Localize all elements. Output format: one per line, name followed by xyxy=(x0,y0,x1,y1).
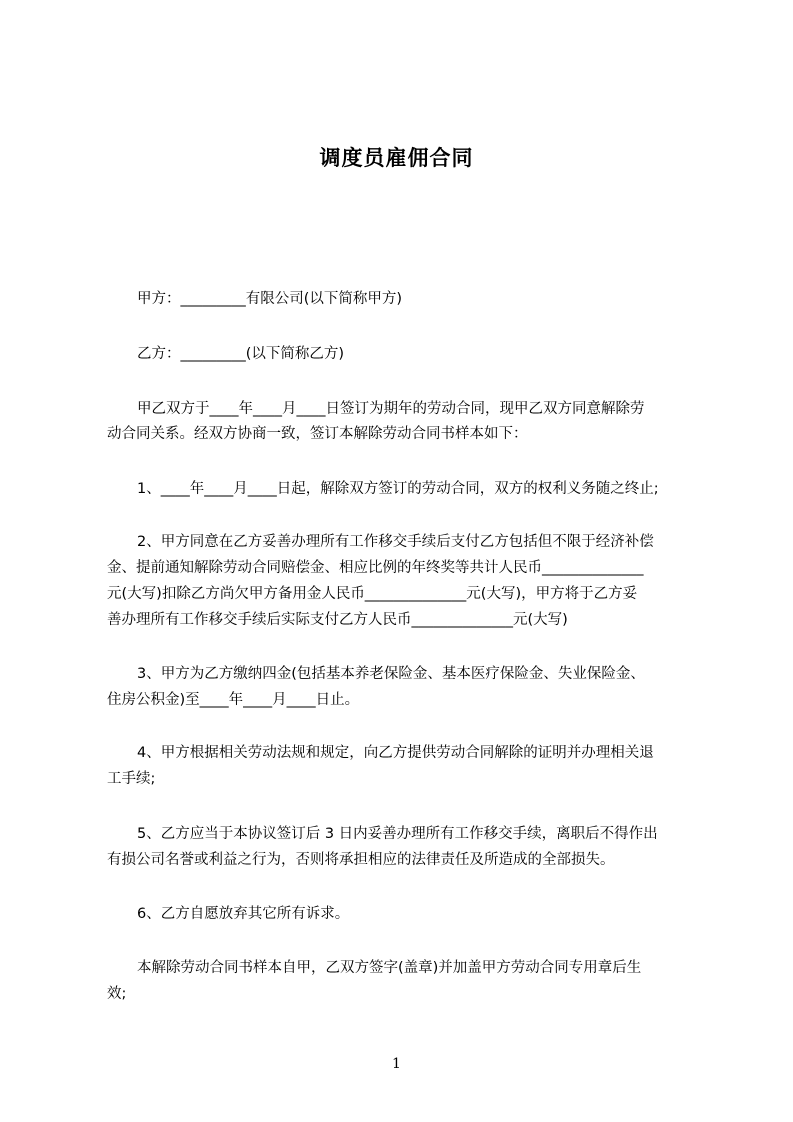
intro-line-2: 动合同关系。经双方协商一致，签订本解除劳动合同书样本如下： xyxy=(107,426,528,442)
page-number: 1 xyxy=(392,1056,401,1072)
clause-2-line-1: 2、甲方同意在乙方妥善办理所有工作移交手续后支付乙方包括但不限于经济补偿 xyxy=(137,534,654,550)
document-title: 调度员雇佣合同 xyxy=(319,146,474,170)
clause-6-line-1: 6、乙方自愿放弃其它所有诉求。 xyxy=(137,906,350,922)
clause-2-line-4: 善办理所有工作移交手续后实际支付乙方人民币______________元(大写) xyxy=(107,612,568,628)
clause-4-line-1: 4、甲方根据相关劳动法规和规定，向乙方提供劳动合同解除的证明并办理相关退 xyxy=(137,745,654,761)
party-b-line: 乙方：_________(以下简称乙方) xyxy=(137,346,345,362)
closing-line-1: 本解除劳动合同书样本自甲，乙双方签字(盖章)并加盖甲方劳动合同专用章后生 xyxy=(137,960,642,976)
clause-2-line-2: 金、提前通知解除劳动合同赔偿金、相应比例的年终奖等共计人民币______________ xyxy=(107,560,644,576)
clause-2-line-3: 元(大写)扣除乙方尚欠甲方备用金人民币______________元(大写)，甲方将于乙方妥 xyxy=(107,586,638,602)
intro-line-1: 甲乙双方于____年____月____日签订为期年的劳动合同，现甲乙双方同意解除劳 xyxy=(137,401,645,417)
clause-5-line-1: 5、乙方应当于本协议签订后 3 日内妥善办理所有工作移交手续，离职后不得作出 xyxy=(137,826,658,842)
clause-3-line-2: 住房公积金)至____年____月____日止。 xyxy=(107,692,360,708)
clause-4-line-2: 工手续; xyxy=(107,771,156,787)
clause-3-line-1: 3、甲方为乙方缴纳四金(包括基本养老保险金、基本医疗保险金、失业保险金、 xyxy=(137,666,645,682)
party-a-line: 甲方：_________有限公司(以下简称甲方) xyxy=(137,291,403,307)
clause-5-line-2: 有损公司名誉或利益之行为，否则将承担相应的法律责任及所造成的全部损失。 xyxy=(107,852,615,868)
clause-1-line-1: 1、____年____月____日起，解除双方签订的劳动合同，双方的权利义务随之终止; xyxy=(137,481,659,497)
closing-line-2: 效; xyxy=(107,986,127,1002)
